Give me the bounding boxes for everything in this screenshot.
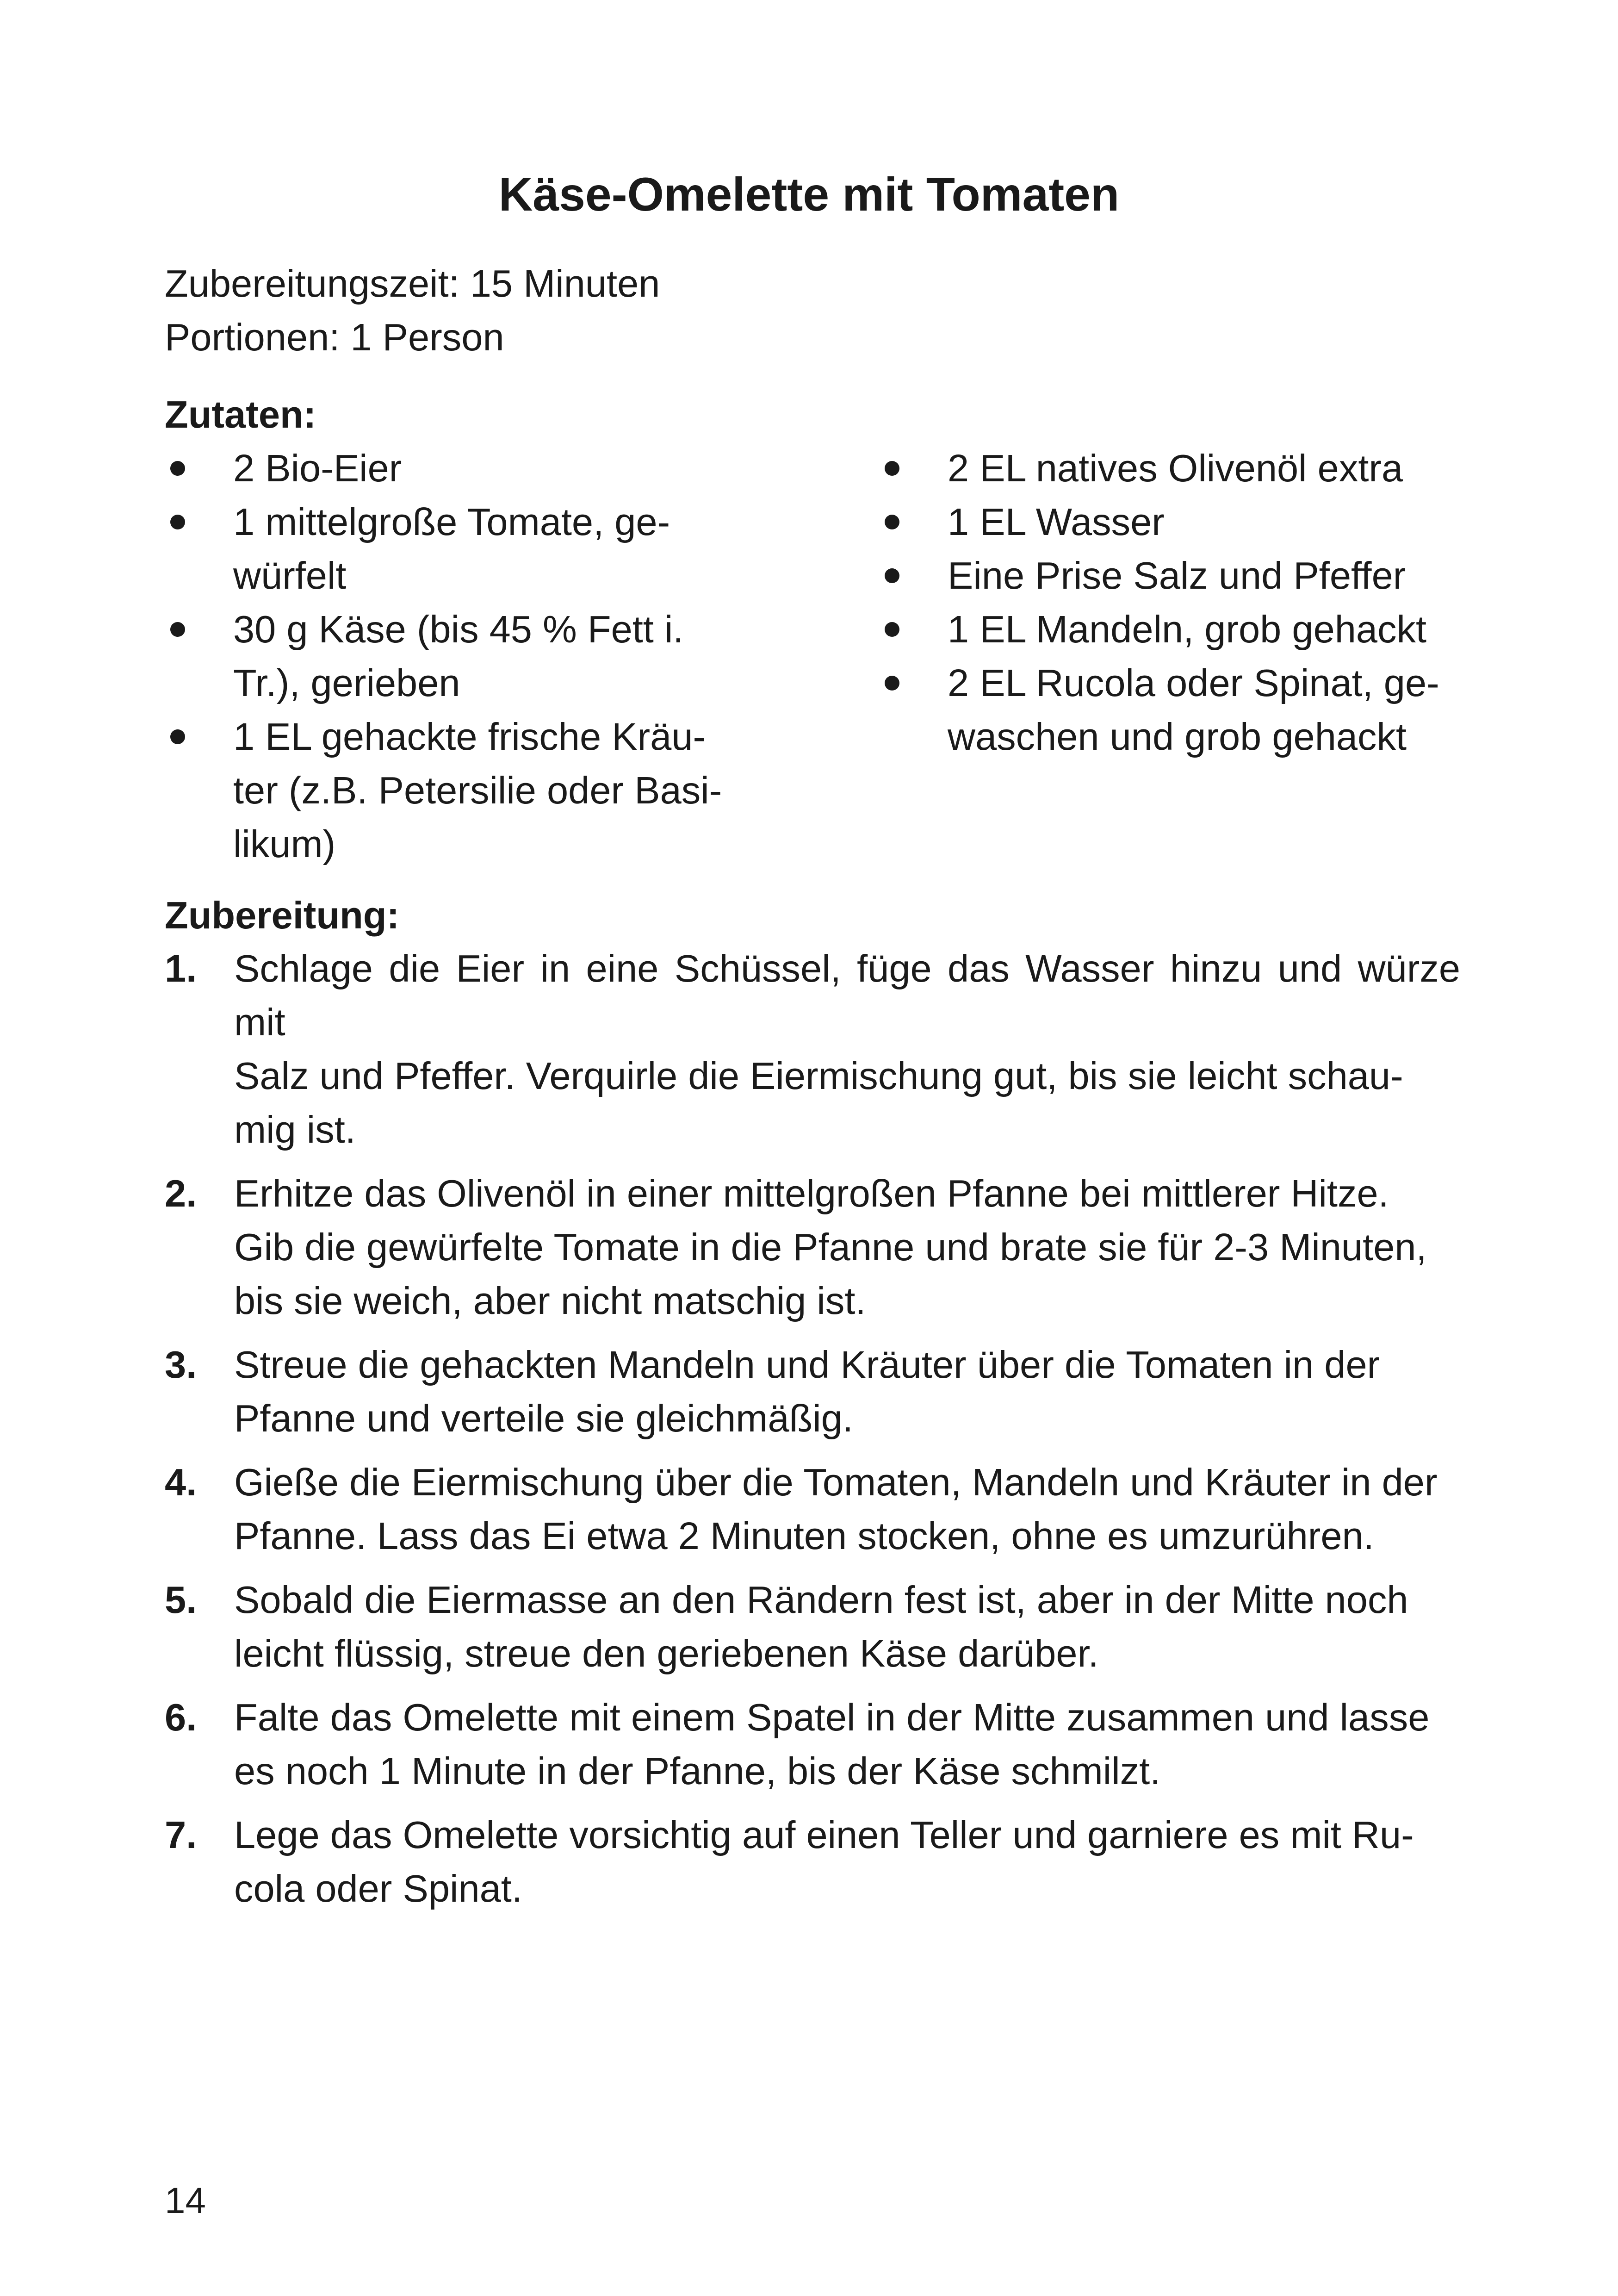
step-text: Pfanne und verteile sie gleichmäßig. — [234, 1397, 853, 1440]
step-item — [165, 1808, 1460, 1916]
ingredients-right-column — [879, 442, 1481, 764]
step-text: Gieße die Eiermischung über die Tomaten, Mandeln und Kräuter in der — [234, 1461, 1438, 1504]
page-number: 14 — [165, 2180, 206, 2221]
step-item — [165, 942, 1460, 1157]
step-text: leicht flüssig, streue den geriebenen Käse darüber. — [234, 1632, 1099, 1675]
ingredient-text: 1 EL Mandeln, grob gehackt — [948, 608, 1427, 651]
recipe-title: Käse-Omelette mit Tomaten — [498, 168, 1120, 221]
step-text: cola oder Spinat. — [234, 1867, 522, 1910]
ingredient-text: 2 EL Rucola oder Spinat, ge- — [948, 661, 1439, 704]
step-item — [165, 1691, 1460, 1798]
step-item — [165, 1167, 1460, 1328]
step-number: 4. — [165, 1461, 197, 1504]
ingredient-text: würfelt — [233, 554, 347, 597]
ingredient-text: 30 g Käse (bis 45 % Fett i. — [233, 608, 684, 651]
ingredient-text: 1 EL Wasser — [948, 500, 1165, 543]
prep-time: Zubereitungszeit: 15 Minuten — [165, 262, 660, 305]
step-number: 1. — [165, 947, 197, 990]
ingredient-text: waschen und grob gehackt — [948, 715, 1407, 758]
step-text: mig ist. — [234, 1108, 356, 1151]
step-text: Sobald die Eiermasse an den Rändern fest ist, aber in der Mitte noch — [234, 1578, 1408, 1621]
step-number: 2. — [165, 1172, 197, 1215]
bullet-icon — [170, 515, 185, 529]
ingredients-heading: Zutaten: — [165, 393, 316, 436]
ingredient-item — [879, 495, 1481, 549]
ingredient-item — [879, 549, 1481, 603]
ingredient-item — [165, 442, 780, 495]
ingredient-item — [879, 442, 1481, 495]
bullet-icon — [170, 729, 185, 744]
bullet-icon — [885, 568, 899, 583]
ingredient-item — [879, 656, 1481, 764]
step-text: Erhitze das Olivenöl in einer mittelgroßen Pfanne bei mittlerer Hitze. — [234, 1172, 1389, 1215]
step-item — [165, 1338, 1460, 1445]
ingredient-item — [879, 603, 1481, 656]
step-text: Pfanne. Lass das Ei etwa 2 Minuten stocken, ohne es umzurühren. — [234, 1514, 1374, 1557]
bullet-icon — [170, 461, 185, 476]
ingredients-left-column — [165, 442, 780, 871]
bullet-icon — [885, 461, 899, 476]
step-text: es noch 1 Minute in der Pfanne, bis der Käse schmilzt. — [234, 1749, 1161, 1792]
step-item — [165, 1456, 1460, 1563]
ingredient-text: 2 Bio-Eier — [233, 447, 402, 490]
step-text: Streue die gehackten Mandeln und Kräuter über die Tomaten in der — [234, 1343, 1380, 1386]
step-number: 6. — [165, 1696, 197, 1739]
ingredient-text: 2 EL natives Olivenöl extra — [948, 447, 1403, 490]
bullet-icon — [885, 622, 899, 637]
step-number: 3. — [165, 1343, 197, 1386]
step-text: Falte das Omelette mit einem Spatel in der Mitte zusammen und lasse — [234, 1696, 1430, 1739]
preparation-heading: Zubereitung: — [165, 894, 400, 937]
step-number: 7. — [165, 1813, 197, 1856]
step-number: 5. — [165, 1578, 197, 1621]
step-text: bis sie weich, aber nicht matschig ist. — [234, 1279, 866, 1322]
bullet-icon — [170, 622, 185, 637]
step-item — [165, 1573, 1460, 1680]
ingredient-item — [165, 710, 780, 871]
step-text: Schlage die Eier in eine Schüssel, füge das Wasser hinzu und würze mit — [234, 947, 1460, 1044]
step-text: Lege das Omelette vorsichtig auf einen Teller und garniere es mit Ru- — [234, 1813, 1414, 1856]
servings: Portionen: 1 Person — [165, 316, 504, 359]
ingredient-text: likum) — [233, 822, 336, 865]
bullet-icon — [885, 676, 899, 691]
preparation-steps — [165, 942, 1460, 1926]
step-text: Gib die gewürfelte Tomate in die Pfanne und brate sie für 2-3 Minuten, — [234, 1226, 1427, 1269]
ingredient-item — [165, 603, 780, 710]
ingredient-text: Tr.), gerieben — [233, 661, 460, 704]
ingredient-text: ter (z.B. Petersilie oder Basi- — [233, 769, 722, 812]
ingredient-text: Eine Prise Salz und Pfeffer — [948, 554, 1406, 597]
ingredient-text: 1 EL gehackte frische Kräu- — [233, 715, 706, 758]
bullet-icon — [885, 515, 899, 529]
ingredient-item — [165, 495, 780, 603]
ingredient-text: 1 mittelgroße Tomate, ge- — [233, 500, 670, 543]
step-text: Salz und Pfeffer. Verquirle die Eiermischung gut, bis sie leicht schau- — [234, 1054, 1403, 1097]
